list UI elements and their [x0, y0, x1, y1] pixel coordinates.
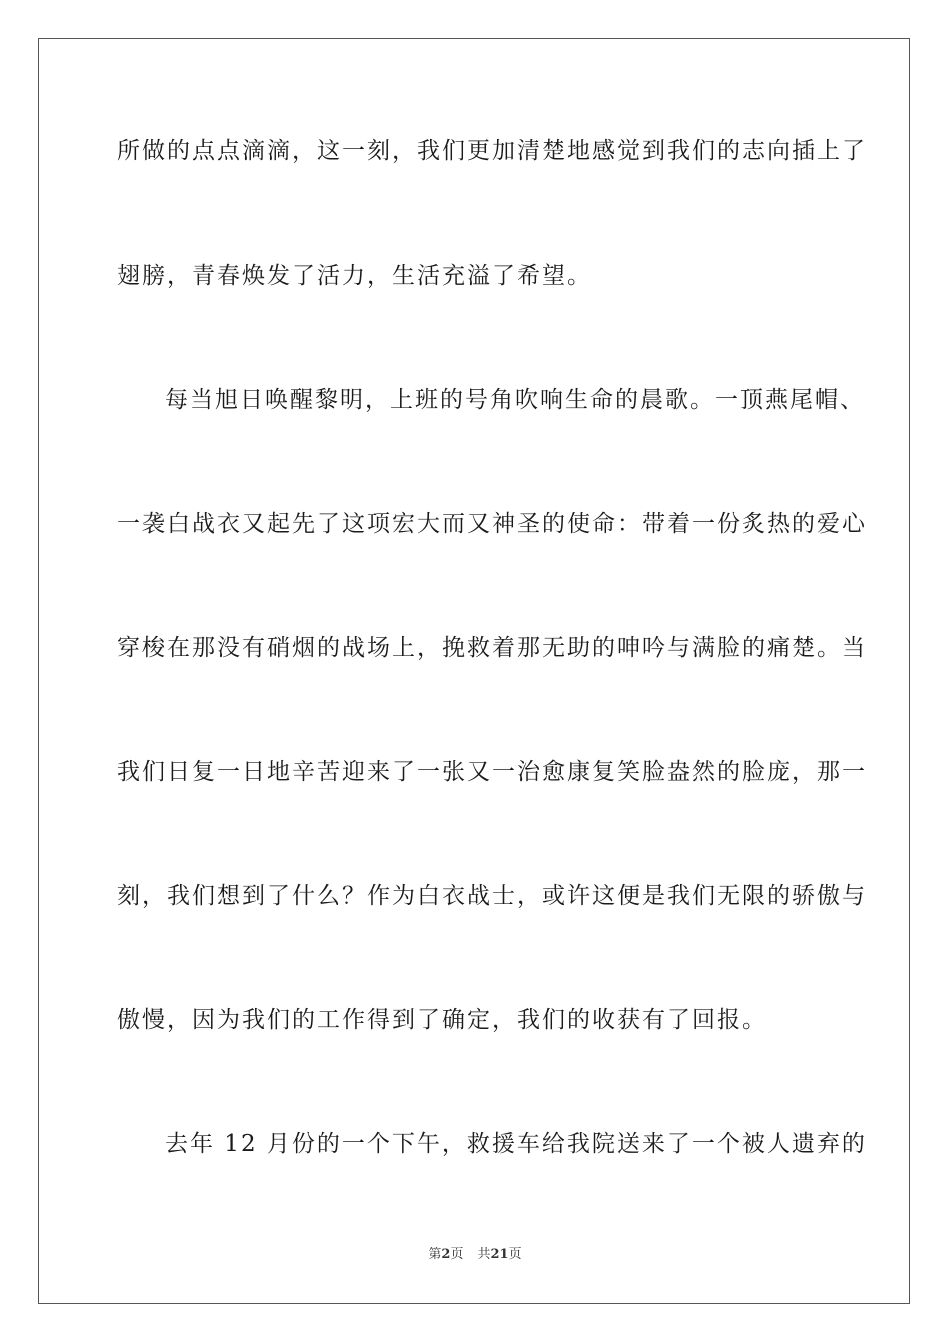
paragraph-line-3: 每当旭日唤醒黎明，上班的号角吹响生命的晨歌。一顶燕尾帽、	[165, 387, 865, 413]
page-number-current: 2	[441, 1247, 451, 1262]
paragraph-line-2: 翅膀，青春焕发了活力，生活充溢了希望。	[117, 263, 592, 289]
page-total-suffix: 页	[508, 1247, 522, 1262]
page-border	[38, 38, 910, 1304]
page-footer	[0, 1246, 950, 1264]
paragraph-line-1: 所做的点点滴滴，这一刻，我们更加清楚地感觉到我们的志向插上了	[117, 138, 867, 164]
paragraph-line-6: 我们日复一日地辛苦迎来了一张又一治愈康复笑脸盎然的脸庞，那一	[117, 759, 867, 785]
paragraph-line-9: 去年 12 月份的一个下午，救援车给我院送来了一个被人遗弃的	[165, 1131, 867, 1157]
page-number-prefix: 第	[428, 1247, 442, 1262]
paragraph-line-7: 刻，我们想到了什么？作为白衣战士，或许这便是我们无限的骄傲与	[117, 883, 867, 909]
paragraph-line-8: 傲慢，因为我们的工作得到了确定，我们的收获有了回报。	[117, 1007, 767, 1033]
paragraph-line-4: 一袭白战衣又起先了这项宏大而又神圣的使命：带着一份炙热的爱心	[117, 511, 867, 537]
paragraph-line-5: 穿梭在那没有硝烟的战场上，挽救着那无助的呻吟与满脸的痛楚。当	[117, 635, 867, 661]
page-total-count: 21	[490, 1247, 509, 1262]
page-number-suffix: 页	[450, 1247, 464, 1262]
page-total-prefix: 共	[477, 1247, 491, 1262]
